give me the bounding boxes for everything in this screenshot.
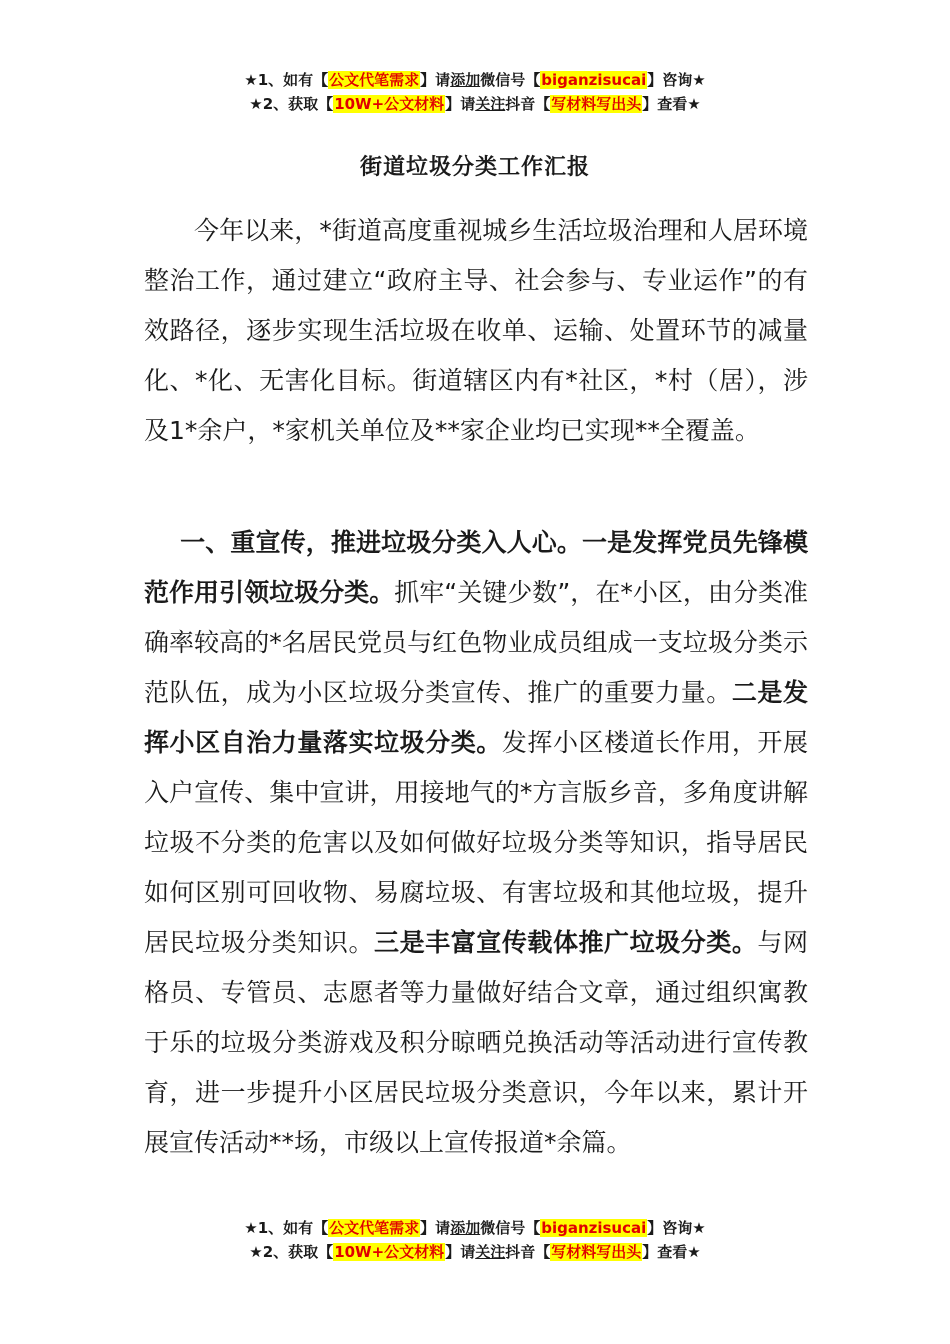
ad-text: 微信号【 <box>480 71 541 89</box>
section-1-paragraph <box>144 518 808 1168</box>
section-1-text-2: 发挥小区楼道长作用，开展入户宣传、集中宣讲，用接地气的*方言版乡音，多角度讲解垃圾不分类的危害以及如何做好垃圾分类等知识，指导居民如何区别可回收物、易腐垃圾、有害垃圾和其他垃圾，提升居民垃圾分类知识。 <box>144 728 808 957</box>
ad-underline: 关注 <box>475 95 506 113</box>
ad-line-1 <box>0 1216 950 1240</box>
ad-text: ★2、获取【 <box>249 1243 334 1261</box>
section-1-subheading-3: 三是丰富宣传载体推广垃圾分类。 <box>374 928 758 957</box>
section-1-subheading-2: 二是发挥小区自治力量落实垃圾分类。 <box>144 678 808 757</box>
ad-text: ★1、如有【 <box>244 71 329 89</box>
ad-douyin-account: 写材料写出头 <box>551 95 642 113</box>
section-1-heading: 一、重宣传，推进垃圾分类入人心。一是发挥党员先锋模范作用引领垃圾分类。 <box>144 528 808 607</box>
ad-highlight: 10W+公文材料 <box>334 1243 445 1261</box>
ad-wechat-id: biganzisucai <box>541 1219 647 1237</box>
section-1-text-1: 抓牢“关键少数”，在*小区，由分类准确率较高的*名居民党员与红色物业成员组成一支垃圾分类示范队伍，成为小区垃圾分类宣传、推广的重要力量。 <box>144 578 808 707</box>
ad-highlight: 公文代笔需求 <box>329 1219 420 1237</box>
ad-text: 抖音【 <box>505 95 551 113</box>
ad-text: ★1、如有【 <box>244 1219 329 1237</box>
ad-line-2 <box>0 92 950 116</box>
ad-underline: 关注 <box>475 1243 506 1261</box>
ad-text: 抖音【 <box>505 1243 551 1261</box>
ad-text: ★2、获取【 <box>249 95 334 113</box>
intro-paragraph <box>144 206 808 456</box>
ad-text: 】请 <box>445 95 476 113</box>
ad-text: 】咨询★ <box>647 1219 706 1237</box>
ad-underline: 添加 <box>450 71 481 89</box>
section-1-text-3: 与网格员、专管员、志愿者等力量做好结合文章，通过组织寓教于乐的垃圾分类游戏及积分晾晒兑换活动等活动进行宣传教育，进一步提升小区居民垃圾分类意识，今年以来，累计开展宣传活动**场，市级以上宣传报道*余篇。 <box>144 928 808 1157</box>
ad-banner-top <box>0 68 950 116</box>
ad-text: 微信号【 <box>480 1219 541 1237</box>
ad-wechat-id: biganzisucai <box>541 71 647 89</box>
ad-underline: 添加 <box>450 1219 481 1237</box>
ad-text: 】请 <box>445 1243 476 1261</box>
ad-line-1 <box>0 68 950 92</box>
ad-text: 】咨询★ <box>647 71 706 89</box>
ad-douyin-account: 写材料写出头 <box>551 1243 642 1261</box>
ad-text: 】查看★ <box>642 95 701 113</box>
ad-highlight: 10W+公文材料 <box>334 95 445 113</box>
document-title: 街道垃圾分类工作汇报 <box>359 155 590 180</box>
ad-text: 】查看★ <box>642 1243 701 1261</box>
ad-highlight: 公文代笔需求 <box>329 71 420 89</box>
ad-banner-bottom <box>0 1216 950 1264</box>
ad-text: 】请 <box>420 1219 451 1237</box>
ad-text: 】请 <box>420 71 451 89</box>
ad-line-2 <box>0 1240 950 1264</box>
intro-text: 今年以来，*街道高度重视城乡生活垃圾治理和人居环境整治工作，通过建立“政府主导、社会参与、专业运作”的有效路径，逐步实现生活垃圾在收单、运输、处置环节的减量化、*化、无害化目标。街道辖区内有*社区，*村（居），涉及1*余户，*家机关单位及**家企业均已实现**全覆盖。 <box>144 216 808 445</box>
